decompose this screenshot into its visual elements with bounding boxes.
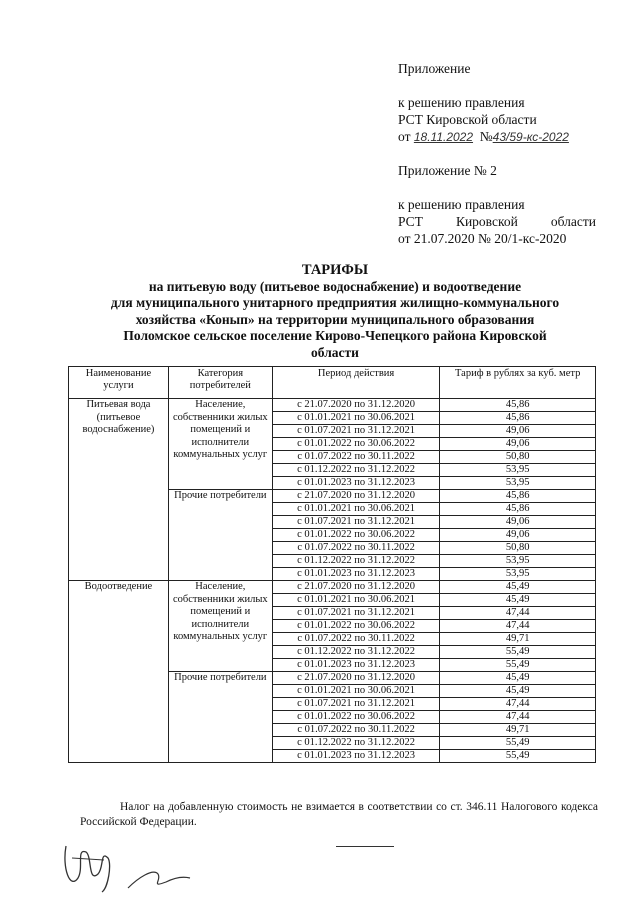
period-cell: с 01.07.2022 по 30.11.2022	[272, 542, 440, 555]
signature-icon	[58, 838, 208, 898]
tariff-cell: 49,06	[440, 516, 596, 529]
period-cell: с 01.01.2021 по 30.06.2021	[272, 685, 440, 698]
period-cell: с 01.07.2021 по 31.12.2021	[272, 516, 440, 529]
appendix-label: Приложение	[398, 61, 471, 76]
period-cell: с 01.12.2022 по 31.12.2022	[272, 737, 440, 750]
title-main: ТАРИФЫ	[301, 262, 369, 278]
period-cell: с 01.01.2021 по 30.06.2021	[272, 594, 440, 607]
rst2-line: РСТ Кировской области	[398, 214, 596, 229]
period-cell: с 01.07.2022 по 30.11.2022	[272, 451, 440, 464]
period-cell: с 01.01.2022 по 30.06.2022	[272, 529, 440, 542]
tariff-cell: 47,44	[440, 607, 596, 620]
period-cell: с 01.01.2023 по 31.12.2023	[272, 750, 440, 763]
period-cell: с 01.07.2021 по 31.12.2021	[272, 425, 440, 438]
period-cell: с 01.07.2021 по 31.12.2021	[272, 698, 440, 711]
period-cell: с 01.12.2022 по 31.12.2022	[272, 464, 440, 477]
separator-line	[336, 846, 394, 847]
tariff-cell: 49,71	[440, 724, 596, 737]
period-cell: с 01.01.2022 по 30.06.2022	[272, 711, 440, 724]
header-block	[398, 60, 470, 77]
tariff-cell: 55,49	[440, 750, 596, 763]
table-header-row	[69, 367, 596, 399]
tariff-cell: 47,44	[440, 698, 596, 711]
period-cell: с 01.01.2022 по 30.06.2022	[272, 620, 440, 633]
handwritten-number: 43/59-кс-2022	[492, 130, 569, 144]
tariff-cell: 50,80	[440, 542, 596, 555]
tariff-cell: 45,49	[440, 581, 596, 594]
appendix2-block	[398, 162, 497, 179]
period-cell: с 01.07.2021 по 31.12.2021	[272, 607, 440, 620]
decision2-line: к решению правления	[398, 197, 525, 212]
date-line: от 18.11.2022 №43/59-кс-2022	[398, 129, 569, 144]
tariff-cell: 45,86	[440, 490, 596, 503]
table-body	[69, 399, 596, 763]
tariff-cell: 45,49	[440, 672, 596, 685]
table-row	[69, 399, 596, 412]
tariff-cell: 53,95	[440, 477, 596, 490]
period-cell: с 21.07.2020 по 31.12.2020	[272, 490, 440, 503]
tariff-cell: 53,95	[440, 568, 596, 581]
period-cell: с 01.12.2022 по 31.12.2022	[272, 555, 440, 568]
col-service: Наименование услуги	[69, 367, 169, 399]
tariff-cell: 45,86	[440, 399, 596, 412]
period-cell: с 21.07.2020 по 31.12.2020	[272, 581, 440, 594]
col-category: Категория потребителей	[168, 367, 272, 399]
col-tariff: Тариф в рублях за куб. метр	[440, 367, 596, 399]
consumer-category: Прочие потребители	[168, 672, 272, 763]
tariff-cell: 45,86	[440, 503, 596, 516]
tariff-cell: 49,06	[440, 438, 596, 451]
tariff-cell: 47,44	[440, 620, 596, 633]
period-cell: с 01.01.2023 по 31.12.2023	[272, 477, 440, 490]
tariff-cell: 55,49	[440, 659, 596, 672]
ref2-line: от 21.07.2020 № 20/1-кс-2020	[398, 231, 567, 246]
rst-line: РСТ Кировской области	[398, 112, 537, 127]
appendix2-label: Приложение № 2	[398, 163, 497, 178]
tariff-cell: 49,06	[440, 529, 596, 542]
period-cell: с 01.07.2022 по 30.11.2022	[272, 724, 440, 737]
tariff-table	[68, 366, 596, 763]
service-name: Водоотведение	[69, 581, 169, 763]
document-title: ТАРИФЫ на питьевую воду (питьевое водоснабжение) и водоотведение для муниципального унитарного предприятия жилищно-коммунального хозяйства «Конып» на территории муниципального образования Поломское сельское поселение Кирово-Чепецкого района Кировской области	[70, 262, 600, 361]
handwritten-date: 18.11.2022	[413, 130, 474, 144]
col-period: Период действия	[272, 367, 440, 399]
period-cell: с 01.12.2022 по 31.12.2022	[272, 646, 440, 659]
period-cell: с 01.01.2022 по 30.06.2022	[272, 438, 440, 451]
decision2-block	[398, 196, 596, 247]
decision-line: к решению правления	[398, 95, 525, 110]
tariff-cell: 55,49	[440, 646, 596, 659]
period-cell: с 21.07.2020 по 31.12.2020	[272, 399, 440, 412]
table-row	[69, 581, 596, 594]
tariff-cell: 49,71	[440, 633, 596, 646]
consumer-category: Прочие потребители	[168, 490, 272, 581]
period-cell: с 01.01.2021 по 30.06.2021	[272, 412, 440, 425]
tariff-cell: 47,44	[440, 711, 596, 724]
tariff-cell: 50,80	[440, 451, 596, 464]
consumer-category: Население, собственники жилых помещений и исполнители коммунальных услуг	[168, 581, 272, 672]
vat-note: Налог на добавленную стоимость не взимается в соответствии со ст. 346.11 Налогового кодекса Российской Федерации.	[80, 801, 598, 828]
period-cell: с 21.07.2020 по 31.12.2020	[272, 672, 440, 685]
period-cell: с 01.01.2023 по 31.12.2023	[272, 568, 440, 581]
consumer-category: Население, собственники жилых помещений и исполнители коммунальных услуг	[168, 399, 272, 490]
period-cell: с 01.01.2021 по 30.06.2021	[272, 503, 440, 516]
tariff-cell: 45,86	[440, 412, 596, 425]
period-cell: с 01.01.2023 по 31.12.2023	[272, 659, 440, 672]
tariff-cell: 53,95	[440, 555, 596, 568]
period-cell: с 01.07.2022 по 30.11.2022	[272, 633, 440, 646]
tariff-cell: 49,06	[440, 425, 596, 438]
tariff-cell: 55,49	[440, 737, 596, 750]
tariff-cell: 45,49	[440, 685, 596, 698]
service-name: Питьевая вода (питьевое водоснабжение)	[69, 399, 169, 581]
tariff-cell: 53,95	[440, 464, 596, 477]
tariff-cell: 45,49	[440, 594, 596, 607]
decision-block	[398, 94, 569, 146]
